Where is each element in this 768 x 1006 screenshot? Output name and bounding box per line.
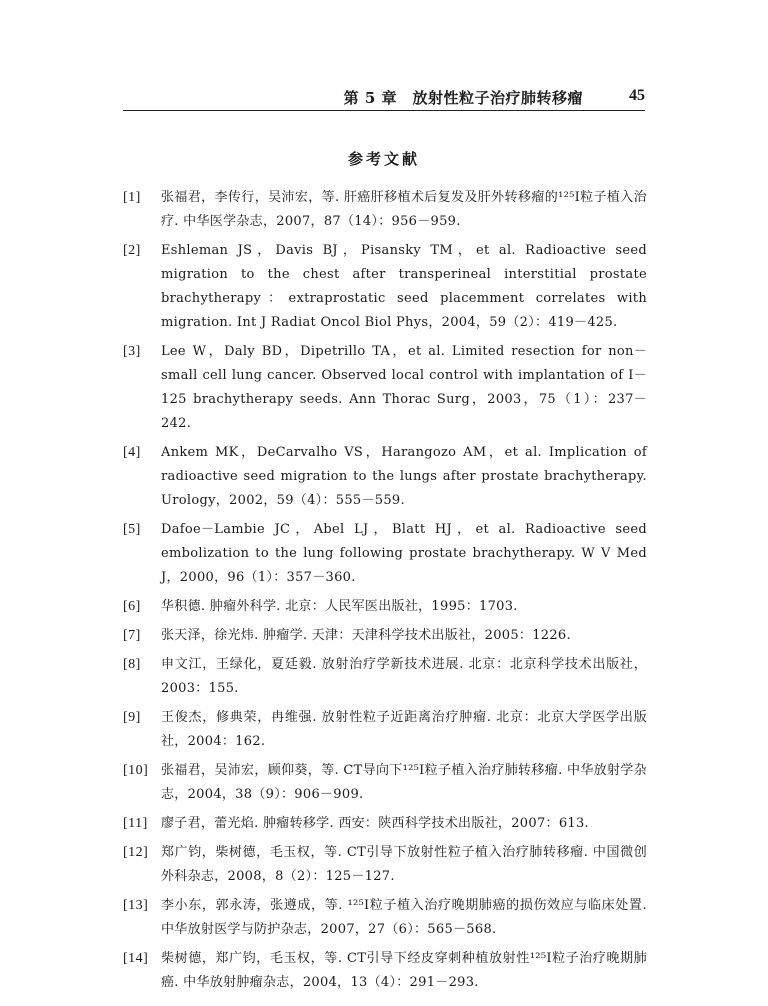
reference-text: Eshleman JS，Davis BJ，Pisansky TM，et al. Radioactive seed migration to the chest after transperineal interstitial prostate brachytherapy：extraprostatic seed placemment correlates with migration. Int J Radiat Oncol Biol Phys，2004，59（2）：419－425. <box>161 243 647 330</box>
reference-list <box>123 186 647 1000</box>
chapter-title: 第 5 章 放射性粒子治疗肺转移瘤 <box>343 89 583 107</box>
reference-number: [10] <box>123 763 149 778</box>
reference-entry <box>123 759 647 807</box>
reference-text: 廖子君，蕾光焰. 肿瘤转移学. 西安：陕西科学技术出版社，2007：613. <box>161 816 589 831</box>
reference-number: [14] <box>123 951 149 966</box>
reference-entry <box>123 706 647 754</box>
reference-number: [9] <box>123 710 141 725</box>
reference-entry <box>123 518 647 590</box>
reference-number: [7] <box>123 628 141 643</box>
reference-text: 李小东，郭永涛，张遵成，等. ¹²⁵I粒子植入治疗晚期肺癌的损伤效应与临床处置. 中华放射医学与防护杂志，2007，27（6）：565－568. <box>161 898 647 937</box>
reference-number: [13] <box>123 898 149 913</box>
reference-text: 柴树德，郑广钧，毛玉权，等. CT引导下经皮穿刺种植放射性¹²⁵I粒子治疗晚期肺癌. 中华放射肿瘤杂志，2004，13（4）：291－293. <box>161 951 647 990</box>
reference-text: 华积德. 肿瘤外科学. 北京：人民军医出版社，1995：1703. <box>161 599 518 614</box>
reference-text: 张福君，李传行，吴沛宏，等. 肝癌肝移植术后复发及肝外转移瘤的¹²⁵I粒子植入治疗. 中华医学杂志，2007，87（14）：956－959. <box>161 190 647 229</box>
reference-text: Lee W，Daly BD，Dipetrillo TA，et al. Limited resection for non－small cell lung cancer. Observed local control with implantation of I－125 brachytherapy seeds. Ann Thorac Surg，2003，75（1）：237－242. <box>161 344 647 431</box>
reference-entry <box>123 239 647 335</box>
reference-number: [1] <box>123 190 141 205</box>
reference-text: 郑广钧，柴树德，毛玉权，等. CT引导下放射性粒子植入治疗肺转移瘤. 中国微创外科杂志，2008，8（2）：125－127. <box>161 845 647 884</box>
reference-entry <box>123 186 647 234</box>
reference-number: [2] <box>123 243 141 258</box>
reference-number: [11] <box>123 816 148 831</box>
reference-number: [6] <box>123 599 141 614</box>
reference-number: [12] <box>123 845 149 860</box>
reference-number: [8] <box>123 657 141 672</box>
references-heading: 参考文献 <box>347 150 420 168</box>
reference-entry <box>123 947 647 995</box>
reference-entry <box>123 653 647 701</box>
reference-text: 张天泽，徐光炜. 肿瘤学. 天津：天津科学技术出版社，2005：1226. <box>161 628 571 643</box>
reference-text: Ankem MK，DeCarvalho VS，Harangozo AM，et al. Implication of radioactive seed migration to the lungs after prostate brachytherapy. Urology，2002，59（4）：555－559. <box>161 445 647 508</box>
reference-number: [5] <box>123 522 141 537</box>
reference-entry <box>123 441 647 513</box>
reference-text: Dafoe－Lambie JC，Abel LJ，Blatt HJ，et al. Radioactive seed embolization to the lung following prostate brachytherapy. W V Med J，2000，96（1）：357－360. <box>161 522 647 585</box>
reference-text: 王俊杰，修典荣，冉维强. 放射性粒子近距离治疗肿瘤. 北京：北京大学医学出版社，2004：162. <box>161 710 647 749</box>
reference-number: [3] <box>123 344 141 359</box>
reference-entry <box>123 624 647 648</box>
reference-entry <box>123 595 647 619</box>
reference-number: [4] <box>123 445 141 460</box>
reference-text: 张福君，吴沛宏，顾仰葵，等. CT导向下¹²⁵I粒子植入治疗肺转移瘤. 中华放射学杂志，2004，38（9）：906－909. <box>161 763 647 802</box>
reference-entry <box>123 340 647 436</box>
running-header <box>123 84 645 111</box>
reference-entry <box>123 841 647 889</box>
reference-text: 申文江，王绿化，夏廷毅. 放射治疗学新技术进展. 北京：北京科学技术出版社，2003：155. <box>161 657 647 696</box>
reference-entry <box>123 894 647 942</box>
reference-entry <box>123 812 647 836</box>
page-number: 45 <box>629 87 645 104</box>
